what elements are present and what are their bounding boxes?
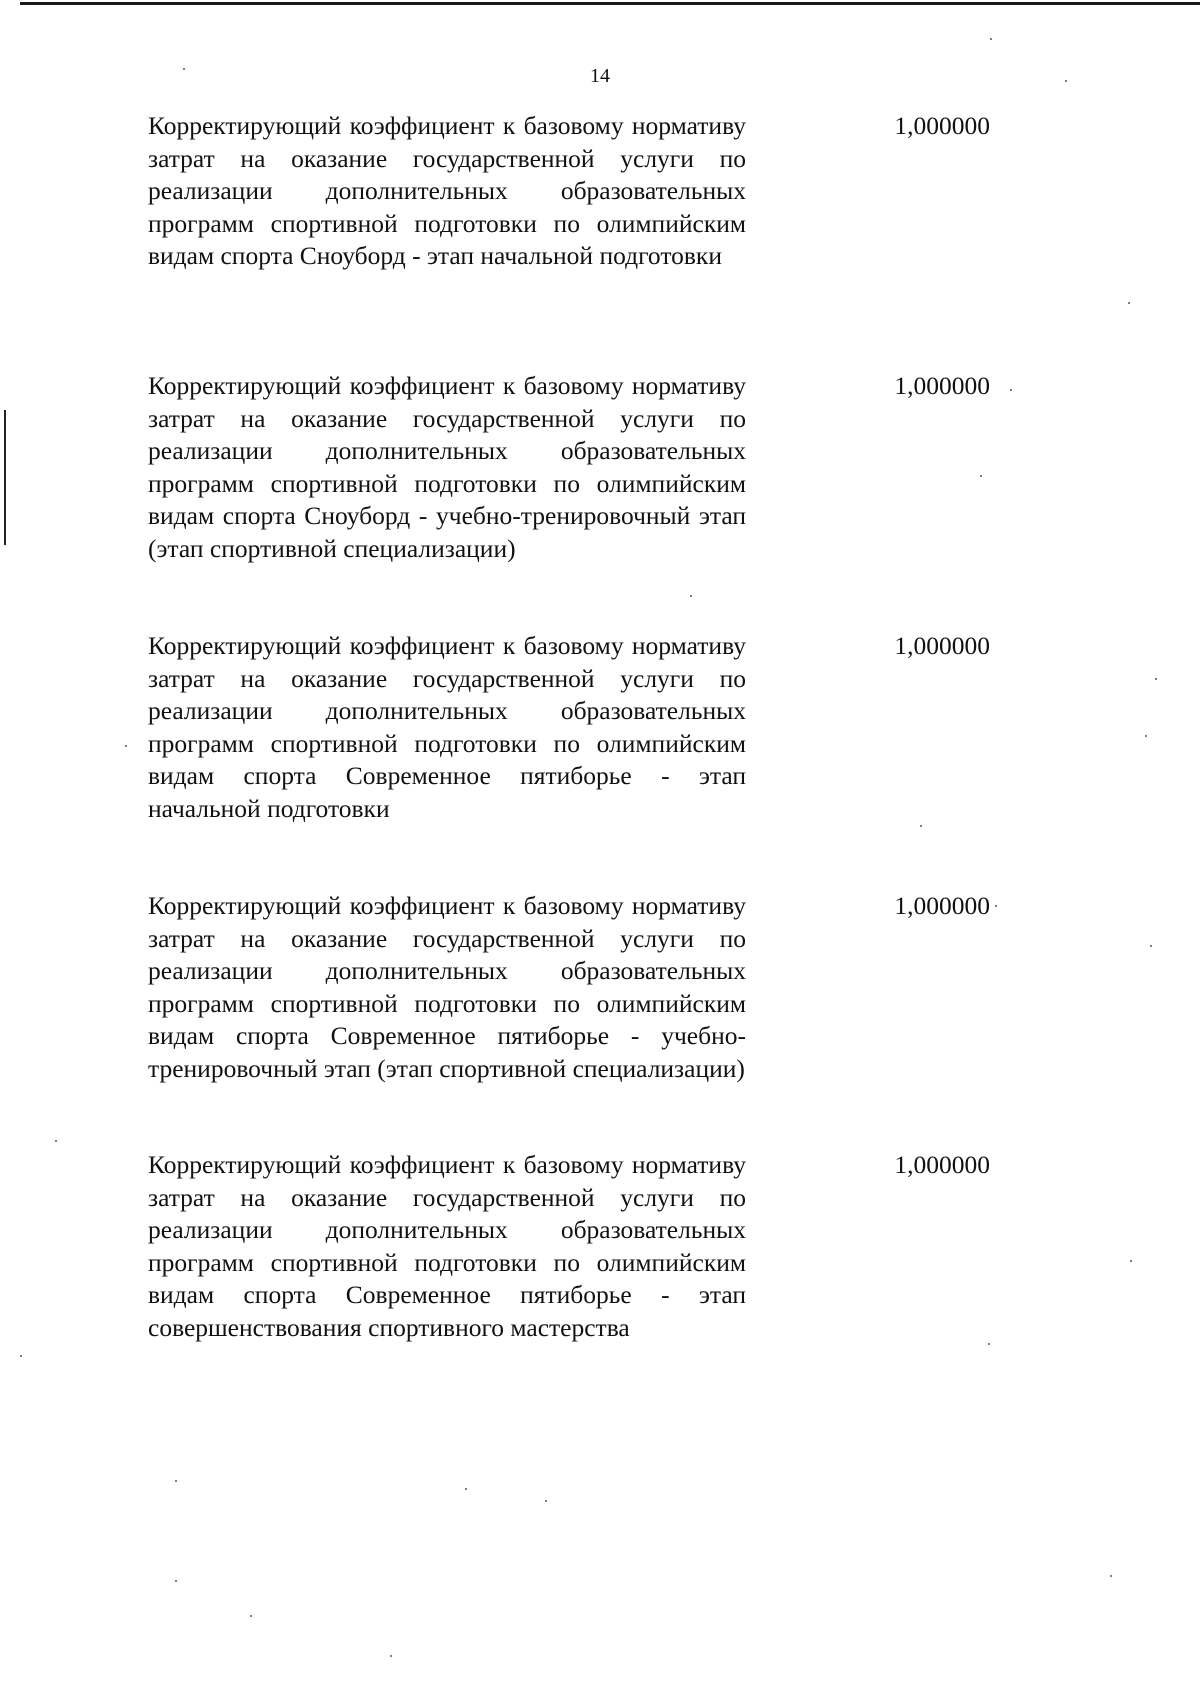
- coefficient-value: 1,000000: [894, 631, 990, 660]
- coefficient-description: Корректирующий коэффициент к базовому нормативу затрат на оказание государственной услуги по реализации дополнительных образовательных программ спортивной подготовки по олимпийским видам спорта Сноуборд - этап начальной подготовки: [148, 111, 746, 271]
- scan-speck: [690, 595, 692, 597]
- scan-speck: [175, 1580, 177, 1582]
- scan-speck: [990, 38, 992, 40]
- scan-speck: [250, 1615, 252, 1617]
- coefficient-value: 1,000000: [894, 111, 990, 140]
- scan-speck: [1155, 678, 1157, 680]
- scan-speck: [920, 825, 922, 827]
- scan-speck: [980, 475, 982, 477]
- scan-speck: [183, 68, 185, 70]
- scan-speck: [1145, 735, 1147, 737]
- scan-speck: [1065, 80, 1067, 82]
- scan-speck: [465, 1488, 467, 1490]
- coefficient-description: Корректирующий коэффициент к базовому нормативу затрат на оказание государственной услуги по реализации дополнительных образовательных программ спортивной подготовки по олимпийским видам спорта Современное пятиборье - этап начальной подготовки: [148, 631, 746, 823]
- coefficient-description: Корректирующий коэффициент к базовому нормативу затрат на оказание государственной услуги по реализации дополнительных образовательных программ спортивной подготовки по олимпийским видам спорта Сноуборд - учебно-тренировочный этап (этап спортивной специализации): [148, 371, 746, 563]
- scan-speck: [175, 1480, 177, 1482]
- scan-speck: [1128, 302, 1130, 304]
- scan-speck: [995, 905, 997, 907]
- scan-speck: [125, 745, 127, 747]
- coefficient-value: 1,000000: [894, 371, 990, 400]
- coefficient-description: Корректирующий коэффициент к базовому нормативу затрат на оказание государственной услуги по реализации дополнительных образовательных программ спортивной подготовки по олимпийским видам спорта Современное пятиборье - учебно-тренировочный этап (этап спортивной специализации): [148, 891, 746, 1083]
- scan-speck: [1110, 1575, 1112, 1577]
- scan-speck: [988, 1343, 990, 1345]
- scan-speck: [545, 1500, 547, 1502]
- scan-speck: [390, 1655, 392, 1657]
- scan-speck: [1150, 945, 1152, 947]
- scan-speck: [20, 1355, 22, 1357]
- coefficient-value: 1,000000: [894, 1150, 990, 1179]
- scan-speck: [55, 1140, 57, 1142]
- scan-speck: [1130, 1260, 1132, 1262]
- coefficient-value: 1,000000: [894, 891, 990, 920]
- coefficient-description: Корректирующий коэффициент к базовому нормативу затрат на оказание государственной услуги по реализации дополнительных образовательных программ спортивной подготовки по олимпийским видам спорта Современное пятиборье - этап совершенствования спортивного мастерства: [148, 1150, 746, 1342]
- page-number: 14: [590, 65, 610, 87]
- scan-speck: [1010, 389, 1012, 391]
